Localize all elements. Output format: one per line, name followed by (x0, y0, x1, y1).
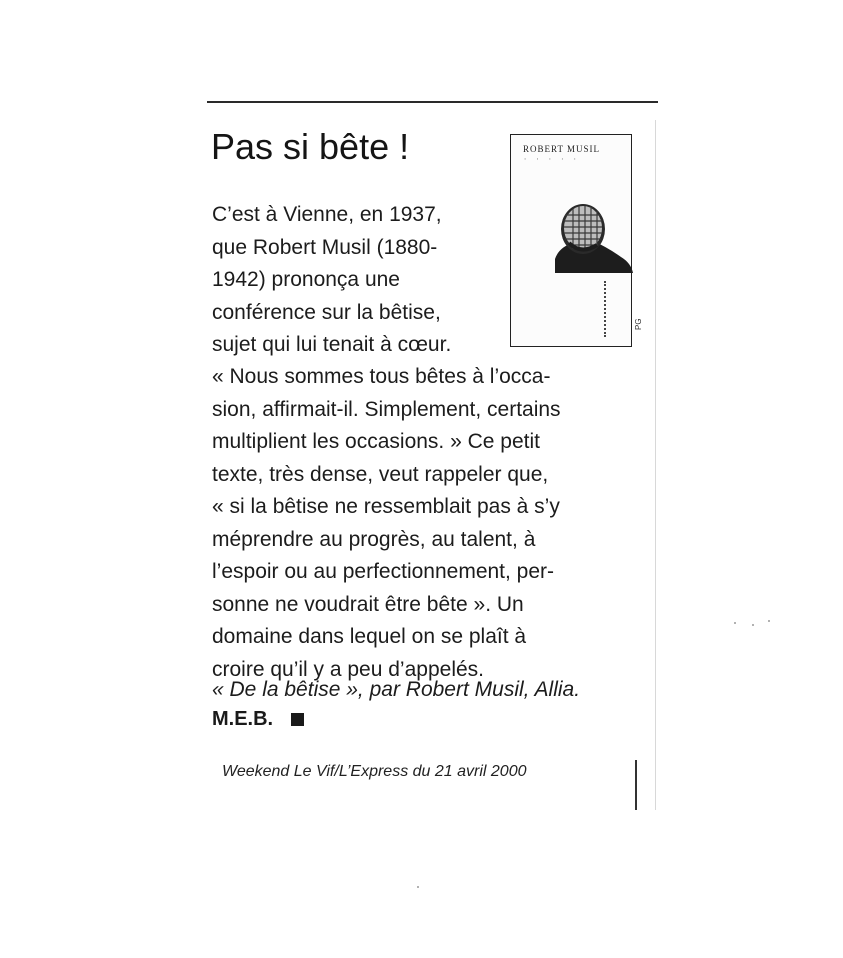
intro-line: 1942) prononça une (212, 268, 400, 291)
body-line: l’espoir ou au perfectionnement, per- (212, 560, 555, 583)
body-line: « Nous sommes tous bêtes à l’occa- (212, 365, 551, 388)
intro-line: que Robert Musil (1880- (212, 235, 438, 259)
article-body (212, 361, 632, 686)
book-cover-dotted-line (604, 281, 608, 337)
article-intro (212, 199, 512, 362)
book-cover-subtitle-marks: · · · · · (523, 156, 579, 164)
book-cover-author: ROBERT MUSIL (523, 144, 601, 154)
book-citation: « De la bêtise », par Robert Musil, Allia. (212, 678, 581, 701)
body-line: croire qu’il y a peu d’appelés. (212, 657, 484, 681)
author-signature (212, 705, 304, 733)
scan-speck (768, 620, 770, 622)
top-rule (207, 101, 658, 103)
intro-line: sujet qui lui tenait à cœur. (212, 333, 452, 356)
scan-speck (734, 622, 736, 624)
column-margin-rule (655, 120, 656, 810)
publication-source: Weekend Le Vif/L’Express du 21 avril 2000 (222, 763, 527, 780)
intro-line: C’est à Vienne, en 1937, (212, 203, 442, 226)
source-side-rule (635, 760, 637, 810)
book-cover-image (510, 134, 632, 347)
intro-line: conférence sur la bêtise, (212, 300, 441, 324)
photo-credit: PG (634, 318, 643, 330)
scan-speck (417, 886, 419, 888)
body-line: sonne ne voudrait être bête ». Un (212, 592, 524, 616)
body-line: méprendre au progrès, au talent, à (212, 527, 536, 551)
body-line: multiplient les occasions. » Ce petit (212, 430, 540, 453)
book-cover-portrait (551, 197, 633, 275)
body-line: « si la bêtise ne ressemblait pas à s’y (212, 495, 560, 518)
body-line: domaine dans lequel on se plaît à (212, 625, 527, 648)
scan-speck (752, 624, 754, 626)
article-title: Pas si bête ! (211, 126, 410, 167)
body-line: texte, très dense, veut rappeler que, (212, 462, 549, 486)
end-square-icon (291, 713, 304, 726)
body-line: sion, affirmait-il. Simplement, certains (212, 397, 561, 421)
author-initials: M.E.B. (212, 708, 274, 730)
